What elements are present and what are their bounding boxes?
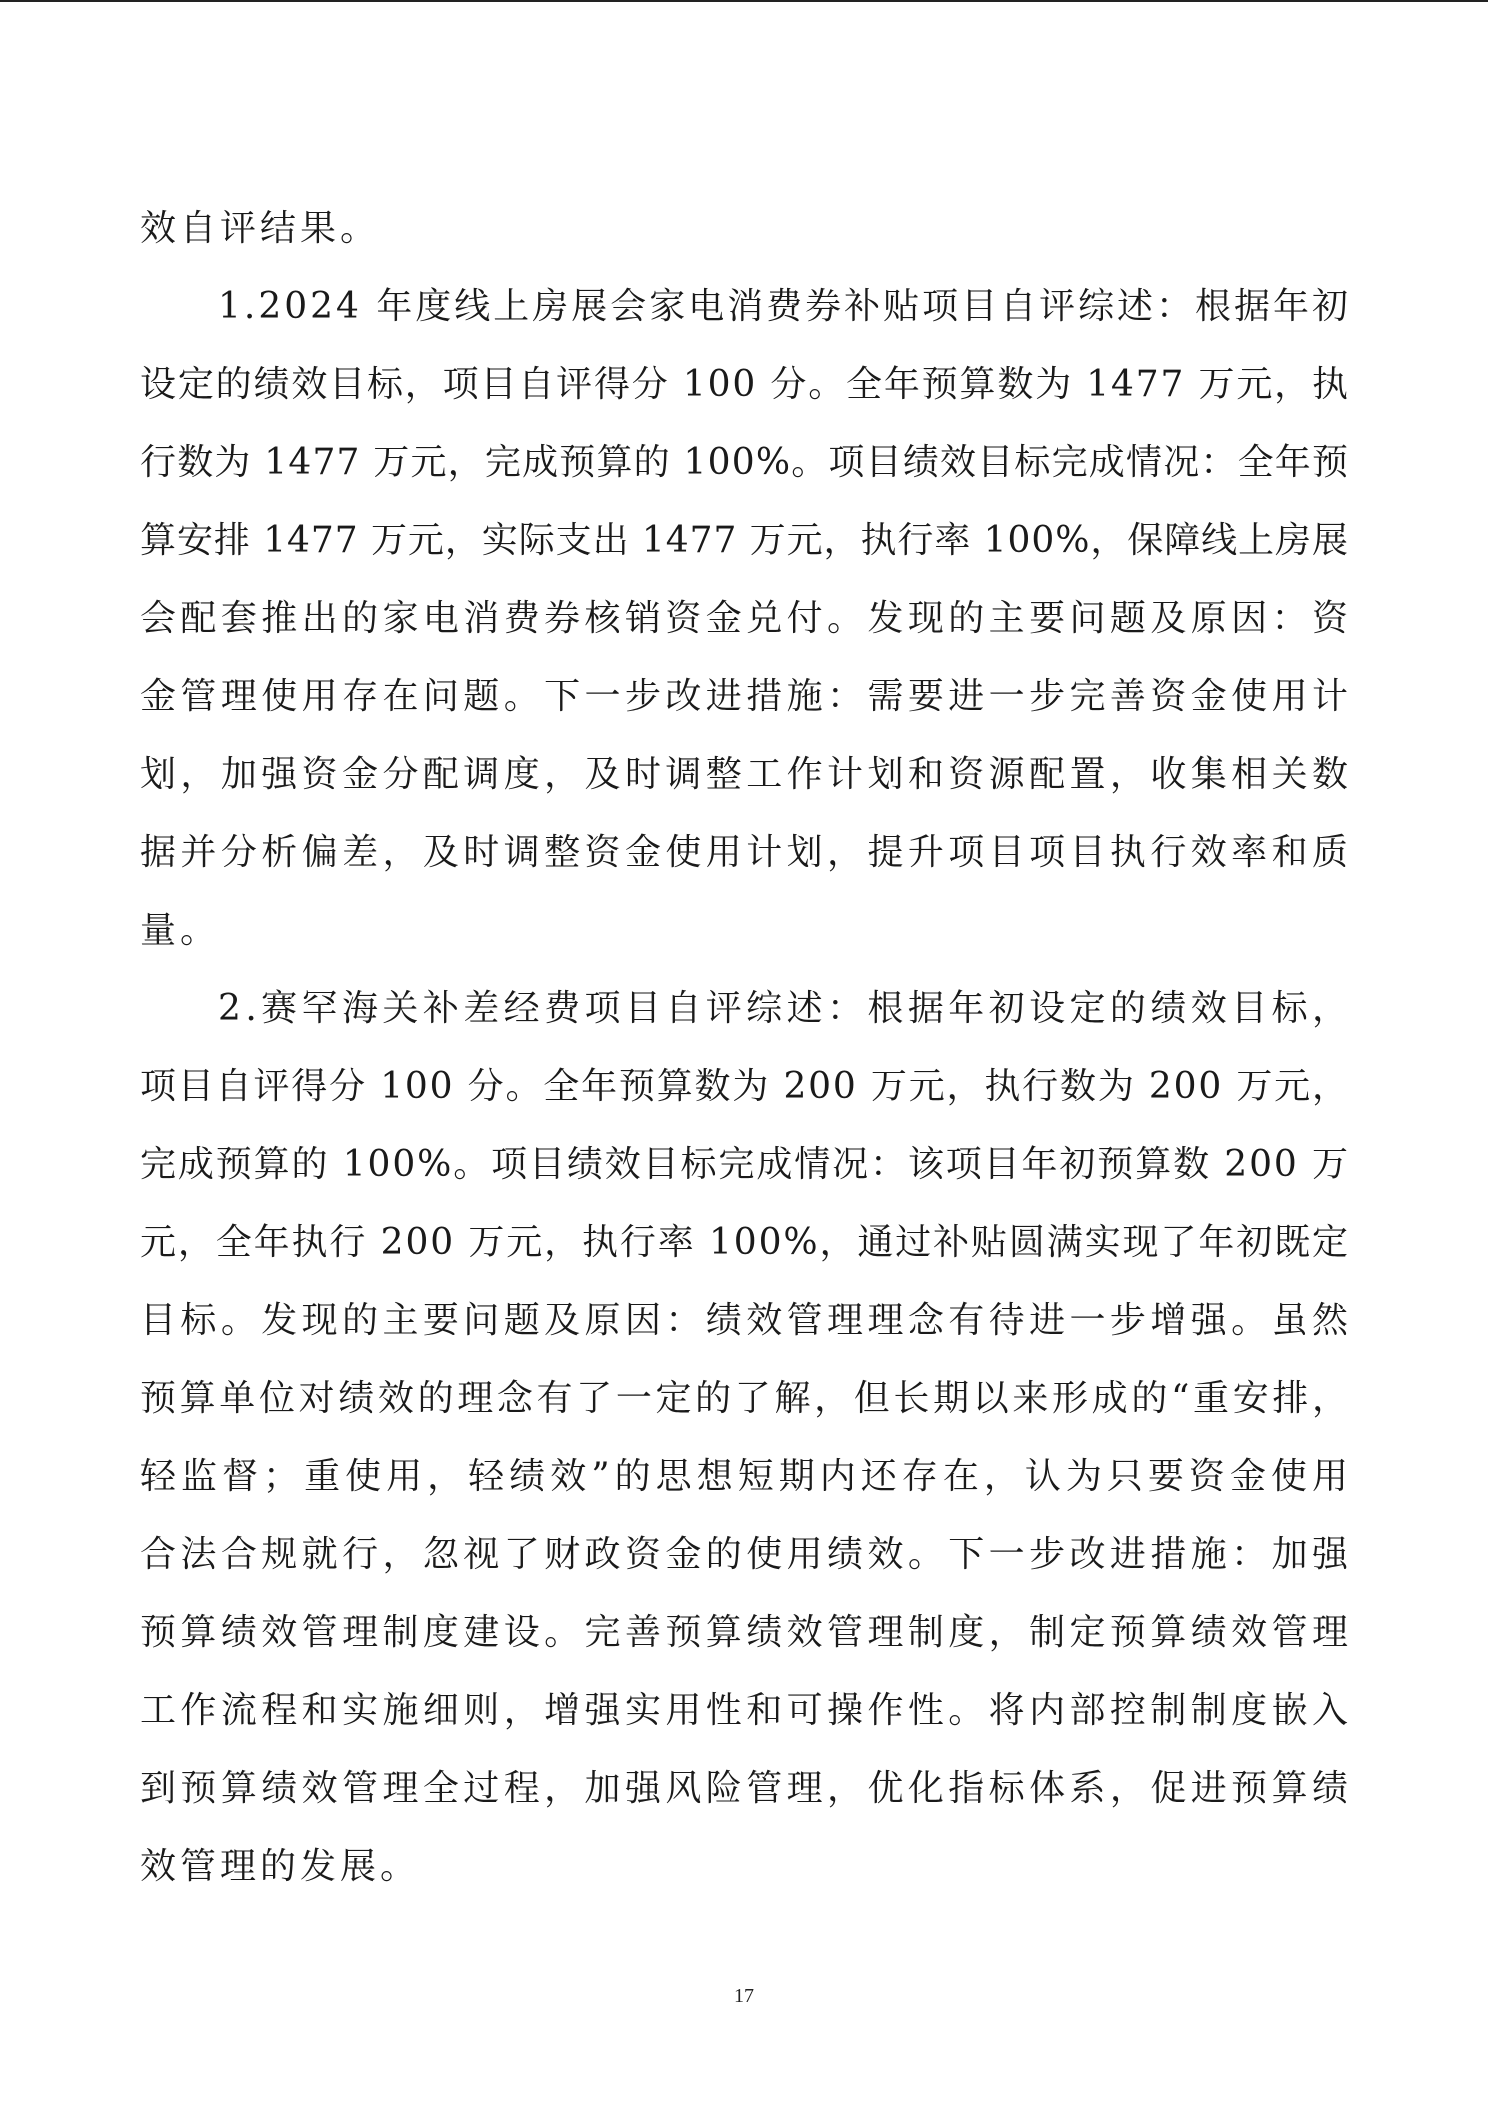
text-line: 预算单位对绩效的理念有了一定的了解，但长期以来形成的“重安排， [140,1378,1352,1419]
text-line: 量。 [140,910,221,951]
text-line: 会配套推出的家电消费券核销资金兑付。发现的主要问题及原因：资 [140,598,1353,639]
text-line: 设定的绩效目标，项目自评得分 100 分。全年预算数为 1477 万元，执 [140,364,1350,405]
text-line: 1.2024 年度线上房展会家电消费券补贴项目自评综述：根据年初 [218,286,1351,327]
text-line: 元，全年执行 200 万元，执行率 100%，通过补贴圆满实现了年初既定 [140,1222,1350,1263]
text-line: 效自评结果。 [140,208,381,249]
text-line: 项目自评得分 100 分。全年预算数为 200 万元，执行数为 200 万元， [140,1066,1350,1107]
text-line: 完成预算的 100%。项目绩效目标完成情况：该项目年初预算数 200 万 [140,1144,1350,1185]
top-border-line [0,0,1488,2]
text-line: 工作流程和实施细则，增强实用性和可操作性。将内部控制制度嵌入 [140,1690,1353,1731]
document-body [140,190,1354,1906]
text-line: 2.赛罕海关补差经费项目自评综述：根据年初设定的绩效目标， [218,988,1353,1029]
text-line: 金管理使用存在问题。下一步改进措施：需要进一步完善资金使用计 [140,676,1353,717]
page-number: 17 [734,1985,754,2007]
text-line: 到预算绩效管理全过程，加强风险管理，优化指标体系，促进预算绩 [140,1768,1353,1809]
text-line: 行数为 1477 万元，完成预算的 100%。项目绩效目标完成情况：全年预 [140,442,1350,483]
text-line: 预算绩效管理制度建设。完善预算绩效管理制度，制定预算绩效管理 [140,1612,1353,1653]
paragraph-project-2 [140,970,1354,1906]
paragraph-project-1 [140,268,1353,970]
text-line: 划，加强资金分配调度，及时调整工作计划和资源配置，收集相关数 [140,754,1353,795]
text-line: 轻监督；重使用，轻绩效”的思想短期内还存在，认为只要资金使用 [140,1456,1354,1497]
text-line: 效管理的发展。 [140,1846,421,1887]
text-line: 合法合规就行，忽视了财政资金的使用绩效。下一步改进措施：加强 [140,1534,1353,1575]
text-line: 据并分析偏差，及时调整资金使用计划，提升项目项目执行效率和质 [140,832,1353,873]
text-line: 算安排 1477 万元，实际支出 1477 万元，执行率 100%，保障线上房展 [140,520,1349,561]
text-line: 目标。发现的主要问题及原因：绩效管理理念有待进一步增强。虽然 [140,1300,1353,1341]
paragraph-continuation [140,190,1348,268]
